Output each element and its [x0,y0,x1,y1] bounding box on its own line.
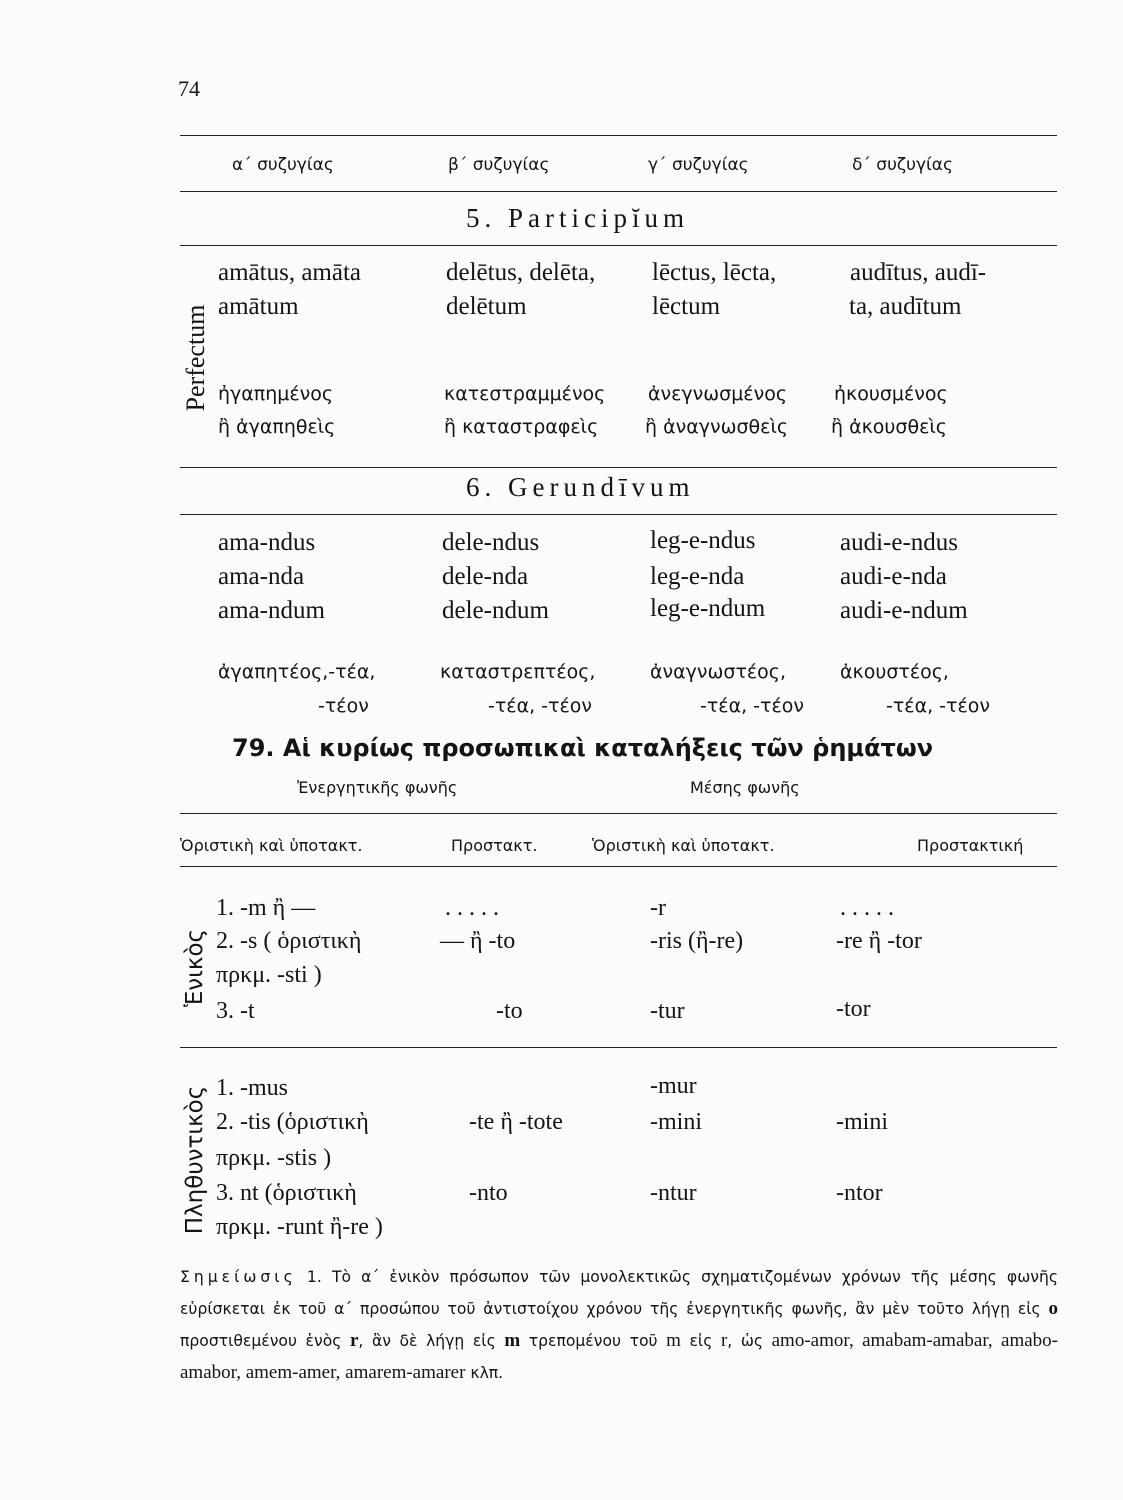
gerundivum-greek-1a: ἀγαπητέος,-τέα, [218,661,376,683]
gerundivum-heading: 6. Gerundīvum [466,472,695,502]
singular-row-3-active-ind: πρκμ. -sti ) [216,962,322,988]
participium-latin-1a: amātus, amāta [218,259,361,286]
plural-row-1-active-ind: 1. -mus [216,1075,288,1101]
section-79-title: 79. Αἱ κυρίως προσωπικαὶ καταλήξεις τῶν ῥημάτων [232,734,934,762]
singular-row-4-active-ind: 3. -t [216,998,255,1024]
rule [180,1047,1057,1048]
singular-row-4-active-imp: -to [496,998,523,1024]
singular-row-1-middle-imp: . . . . . [840,895,894,921]
participium-greek-1a: ἠγαπημένος [218,383,334,405]
singular-row-1-middle-ind: -r [650,895,666,921]
col-header-active-imperative: Προστακτ. [451,836,538,855]
participium-heading: 5. Participĭum [466,203,689,233]
gerundivum-greek-3a: ἀναγνωστέος, [650,661,786,683]
rule [180,467,1057,468]
singular-row-4-middle-ind: -tur [650,998,685,1024]
gerundivum-latin-3a: leg-e-ndus [650,527,756,554]
singular-row-1-active-ind: 1. -m ἢ — [216,895,316,921]
participium-latin-3b: lēctum [652,293,721,320]
header-conj-1: α΄ συζυγίας [232,155,334,175]
gerundivum-greek-4a: ἀκουστέος, [840,661,949,683]
participium-greek-2b: ἢ καταστραφεὶς [444,416,599,438]
header-conj-4: δ΄ συζυγίας [852,155,953,175]
active-voice-label: Ἐνεργητικῆς φωνῆς [297,778,458,797]
rule [180,813,1057,814]
gerundivum-greek-1b: -τέον [318,695,369,717]
note-paragraph: Σημείωσις 1. Τὸ α΄ ἑνικὸν πρόσωπον τῶν μονολεκτικῶς σχηματιζομένων χρόνων τῆς μέσης φωνῆς εὑρίσκεται ἐκ τοῦ α΄ προσώπου τοῦ ἀντιστοίχου χρόνου τῆς ἐνεργητικῆς φωνῆς, ἂν μὲν τοῦτο λήγῃ εἰς o προστιθεμένου ἑνὸς r, ἂν δὲ λήγῃ εἰς m τρεπομένου τοῦ m εἰς r, ὡς amo-amor, amabam-amabar, amabo-amabor, amem-amer, amarem-amarer κλπ. [180,1268,1058,1383]
header-conj-3: γ΄ συζυγίας [648,155,749,175]
participium-greek-3a: ἀνεγνωσμένος [648,383,787,405]
participium-greek-2a: κατεστραμμένος [444,383,606,405]
participium-latin-1b: amātum [218,293,299,320]
singular-row-2-active-ind: 2. -s ( ὁριστικὴ [216,928,362,954]
gerundivum-latin-2c: dele-ndum [442,597,549,624]
gerundivum-latin-2a: dele-ndus [442,529,540,556]
gerundivum-latin-1c: ama-ndum [218,597,325,624]
rule [180,191,1057,192]
participium-latin-4b: ta, audītum [849,293,962,320]
rule [180,514,1057,515]
participium-latin-2a: delētus, delēta, [446,259,596,286]
participium-greek-3b: ἢ ἀναγνωσθεὶς [645,416,789,438]
note-examples: amo-amor, amabam-amabar, amabo-amabor, amem-amer, amarem-amarer [180,1330,1058,1383]
plural-side-label: Πληθυντικὸς [182,1085,208,1235]
gerundivum-latin-1a: ama-ndus [218,529,316,556]
plural-row-4-active-imp: -nto [469,1180,508,1206]
plural-row-4-active-ind: 3. nt (ὁριστικὴ [216,1180,357,1206]
singular-row-4-middle-imp: -tor [836,996,871,1022]
gerundivum-latin-3b: leg-e-nda [650,563,745,590]
singular-row-1-active-imp: . . . . . [445,895,499,921]
col-header-active-indicative: Ὁριστικὴ καὶ ὑποτακτ. [180,836,363,855]
gerundivum-latin-3c: leg-e-ndum [650,595,766,622]
singular-row-2-middle-ind: -ris (ἢ-re) [650,928,744,954]
gerundivum-greek-2b: -τέα, -τέον [488,695,592,717]
plural-row-2-active-imp: -te ἢ -tote [469,1109,563,1135]
note-label: Σημείωσις [180,1268,297,1286]
plural-row-2-middle-ind: -mini [650,1109,702,1135]
plural-row-2-middle-imp: -mini [836,1109,888,1135]
participium-greek-4b: ἢ ἀκουσθεὶς [831,416,947,438]
singular-row-2-active-imp: — ἢ -to [440,928,516,954]
gerundivum-latin-2b: dele-nda [442,563,529,590]
singular-side-label: Ἑνικὸς [182,928,208,1008]
middle-voice-label: Μέσης φωνῆς [690,778,800,797]
participium-greek-1b: ἢ ἀγαπηθεὶς [218,416,336,438]
col-header-middle-indicative: Ὁριστικὴ καὶ ὑποτακτ. [592,836,775,855]
plural-row-4-middle-imp: -ntor [836,1180,883,1206]
gerundivum-latin-1b: ama-nda [218,563,305,590]
participium-latin-4a: audītus, audī- [850,259,987,286]
plural-row-2-active-ind: 2. -tis (ὁριστικὴ [216,1109,369,1135]
rule [180,245,1057,246]
gerundivum-greek-3b: -τέα, -τέον [700,695,804,717]
col-header-middle-imperative: Προστακτική [917,836,1024,855]
rule [180,135,1057,136]
participium-latin-2b: delētum [446,293,527,320]
rule [180,866,1057,867]
gerundivum-latin-4a: audi-e-ndus [840,529,959,556]
gerundivum-latin-4c: audi-e-ndum [840,597,968,624]
participium-latin-3a: lēctus, lēcta, [652,259,777,286]
page-number: 74 [178,76,200,101]
perfectum-side-label: Perfectum [181,304,210,412]
plural-row-3-active-ind: πρκμ. -stis ) [216,1145,332,1171]
participium-greek-4a: ἠκουσμένος [834,383,948,405]
gerundivum-greek-4b: -τέα, -τέον [886,695,990,717]
plural-row-1-middle-ind: -mur [650,1073,697,1099]
singular-row-2-middle-imp: -re ἢ -tor [836,928,922,954]
plural-row-4-middle-ind: -ntur [650,1180,697,1206]
gerundivum-latin-4b: audi-e-nda [840,563,947,590]
plural-row-5-active-ind: πρκμ. -runt ἢ-re ) [216,1214,383,1240]
gerundivum-greek-2a: καταστρεπτέος, [440,661,596,683]
header-conj-2: β΄ συζυγίας [448,155,550,175]
